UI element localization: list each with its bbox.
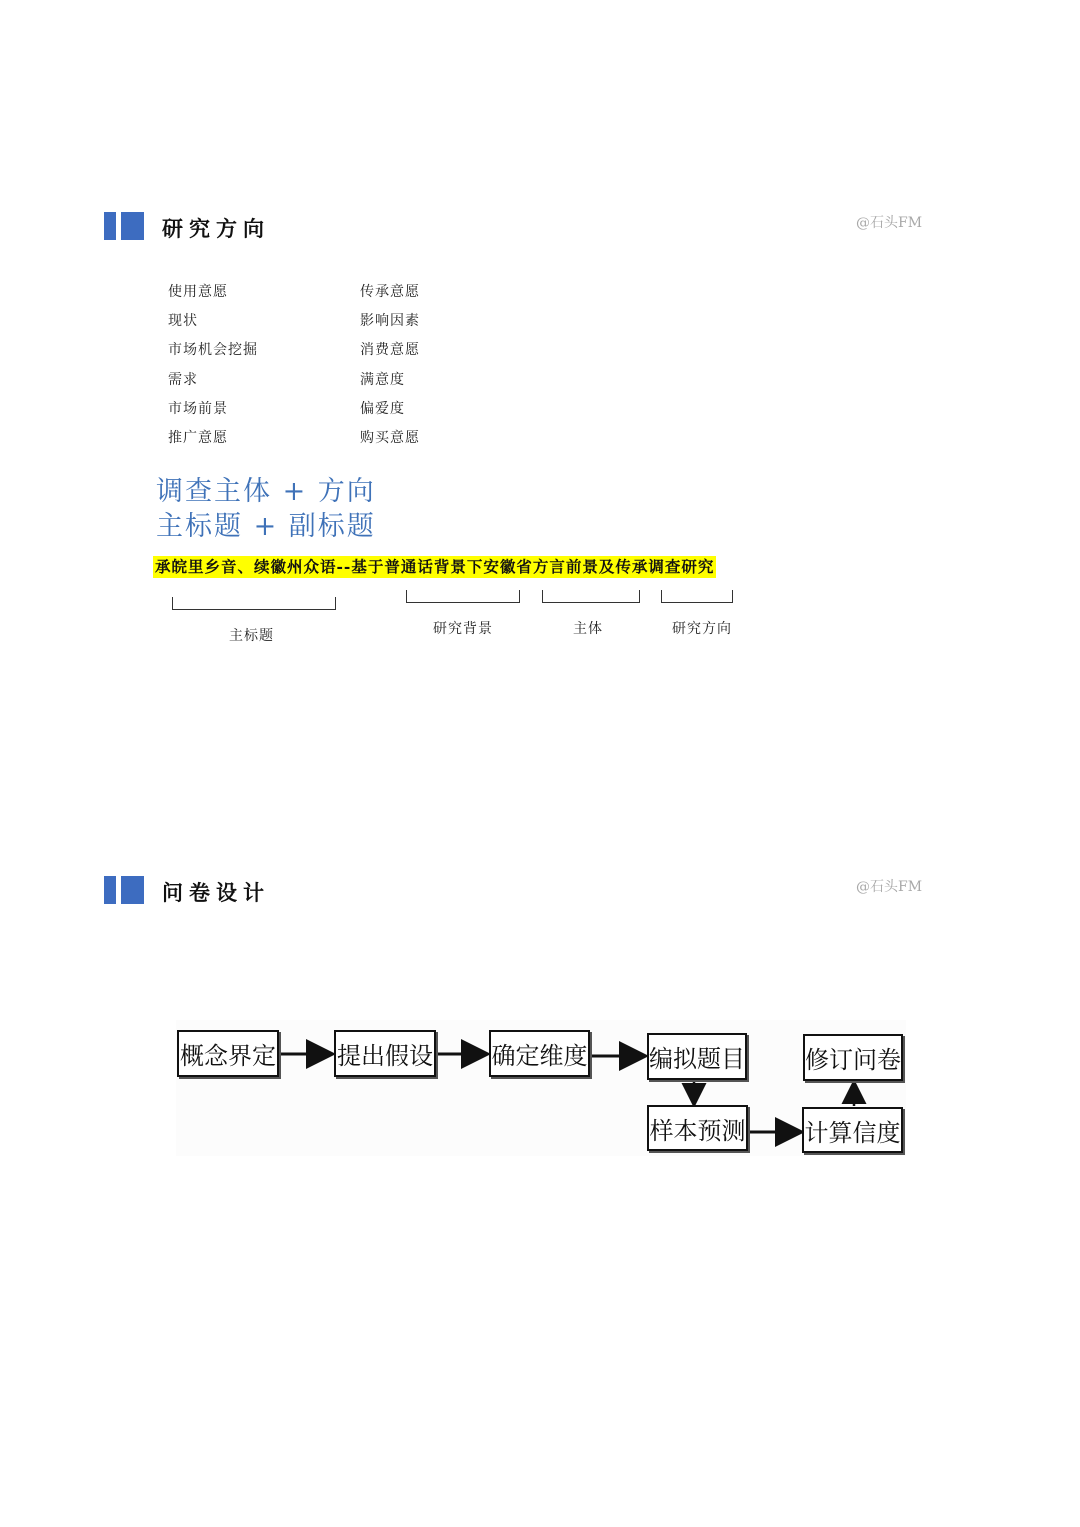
- direction-item: 市场前景: [168, 401, 228, 417]
- flow-step-draft-items: 编拟题目: [647, 1033, 747, 1080]
- section-title: 研究方向: [162, 217, 270, 241]
- direction-item: 现状: [168, 313, 198, 329]
- direction-item: 市场机会挖掘: [168, 342, 258, 358]
- watermark: @石头FM: [856, 879, 923, 895]
- formula-line-1: 调查主体 + 方向: [156, 476, 376, 507]
- direction-item: 使用意愿: [168, 284, 228, 300]
- bracket-label-direction: 研究方向: [672, 621, 732, 637]
- flow-step-pretest: 样本预测: [647, 1105, 748, 1151]
- flow-step-hypothesis: 提出假设: [334, 1030, 436, 1077]
- flow-step-reliability: 计算信度: [802, 1107, 903, 1153]
- direction-item: 影响因素: [360, 313, 420, 329]
- bracket-label-subject: 主体: [573, 621, 603, 637]
- direction-item: 消费意愿: [360, 342, 420, 358]
- direction-item: 传承意愿: [360, 284, 420, 300]
- formula-line-2: 主标题 + 副标题: [156, 511, 376, 542]
- example-title: 承皖里乡音、续徽州众语--基于普通话背景下安徽省方言前景及传承调查研究: [155, 557, 715, 576]
- section-title: 问卷设计: [162, 881, 270, 905]
- watermark: @石头FM: [856, 215, 923, 231]
- direction-item: 购买意愿: [360, 430, 420, 446]
- bracket-label-background: 研究背景: [433, 621, 493, 637]
- flow-step-dimension: 确定维度: [489, 1030, 590, 1077]
- direction-item: 偏爱度: [360, 401, 405, 417]
- direction-item: 推广意愿: [168, 430, 228, 446]
- flow-step-revise: 修订问卷: [803, 1034, 903, 1081]
- direction-item: 满意度: [360, 372, 405, 388]
- bracket-label-main-title: 主标题: [229, 628, 274, 644]
- flow-step-concept: 概念界定: [177, 1030, 279, 1077]
- direction-item: 需求: [168, 372, 198, 388]
